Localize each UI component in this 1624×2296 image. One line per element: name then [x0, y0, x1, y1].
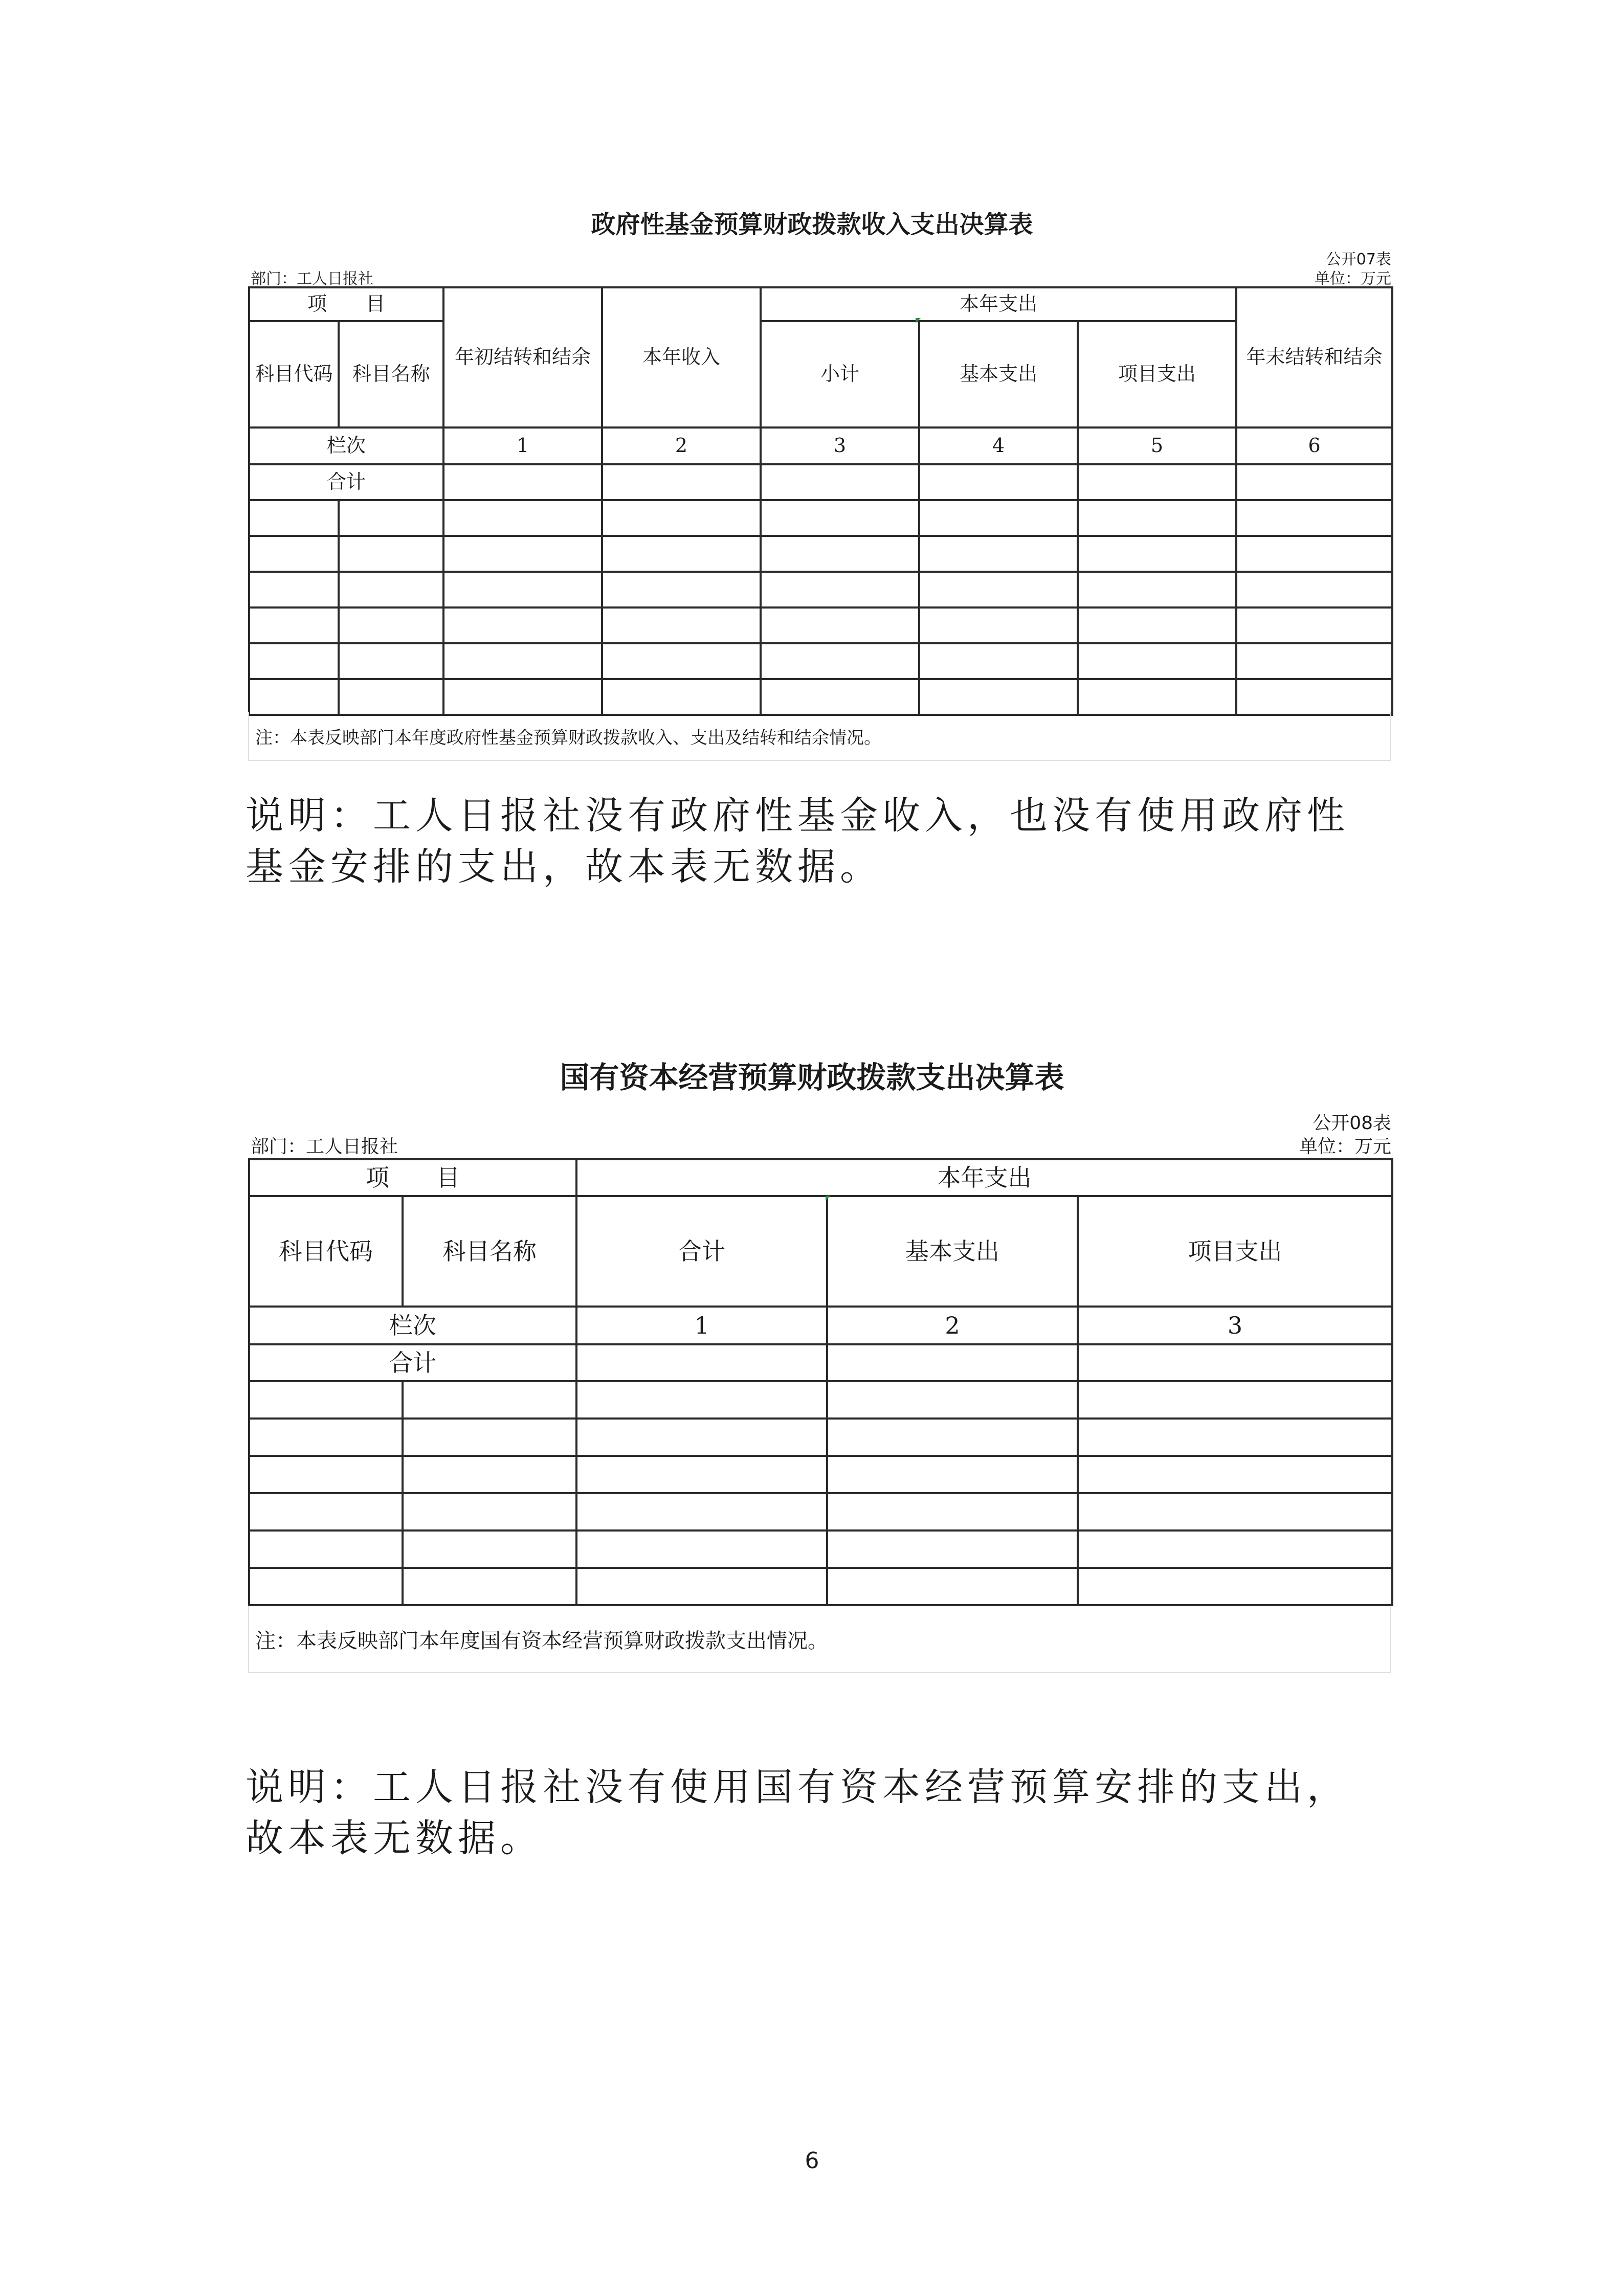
table2-header-expense-group: 本年支出: [576, 1159, 1392, 1196]
table1-column-number: 4: [919, 427, 1078, 464]
table2-title: 国有资本经营预算财政拨款支出决算表: [560, 1060, 1064, 1095]
explanation1: 说明：工人日报社没有政府性基金收入，也没有使用政府性基金安排的支出，故本表无数据。: [246, 794, 1349, 889]
table2-note: 注：本表反映部门本年度国有资本经营预算财政拨款支出情况。: [248, 1606, 1391, 1673]
table2-column-row-label: 栏次: [249, 1307, 576, 1344]
table-row: [249, 679, 1392, 715]
table1-header-subject-code: 科目代码: [249, 321, 339, 427]
table1-cell: [1236, 464, 1392, 500]
table1-column-number: 6: [1236, 427, 1392, 464]
table-row: [249, 643, 1392, 679]
table1-column-row-label: 栏次: [249, 427, 443, 464]
table1-note: 注：本表反映部门本年度政府性基金预算财政拨款收入、支出及结转和结余情况。: [248, 712, 1391, 761]
table1-header-item: 项 目: [249, 287, 443, 321]
table-row: [249, 500, 1392, 536]
table1-header-begin-balance: 年初结转和结余: [443, 287, 602, 427]
table2-cell: [1078, 1344, 1392, 1381]
table2-unit: 单位：万元: [1299, 1136, 1391, 1157]
table1-cell: [761, 464, 919, 500]
table1-code: 公开07表: [1325, 251, 1391, 268]
table1-title: 政府性基金预算财政拨款收入支出决算表: [591, 210, 1033, 239]
table2-header-item: 项 目: [249, 1159, 576, 1196]
table2-department: 部门：工人日报社: [251, 1136, 398, 1157]
table2-header-subject-code: 科目代码: [249, 1196, 403, 1307]
table2-cell: [827, 1344, 1078, 1381]
table-row: [249, 1530, 1392, 1568]
table1-cell: [602, 464, 761, 500]
table-row: [249, 536, 1392, 572]
table2-header-subject-name: 科目名称: [403, 1196, 576, 1307]
table1-grid: [248, 286, 1393, 716]
table2-cell: [576, 1344, 827, 1381]
table1-cell: [1078, 464, 1236, 500]
table1-cell: [443, 464, 602, 500]
table1-cell: [919, 464, 1078, 500]
table2-code: 公开08表: [1312, 1113, 1391, 1134]
table1-header-income: 本年收入: [602, 287, 761, 427]
table1-header-basic: 基本支出: [919, 321, 1078, 427]
page-number: 6: [805, 2148, 819, 2174]
table1-header-end-balance: 年末结转和结余: [1236, 287, 1392, 427]
table2-header-project: 项目支出: [1078, 1196, 1392, 1307]
table-row: [249, 1568, 1392, 1605]
table2-total-label: 合计: [249, 1344, 576, 1381]
table-row: [249, 572, 1392, 607]
table1-column-number: 1: [443, 427, 602, 464]
table1-header-subject-name: 科目名称: [339, 321, 443, 427]
table2-grid: [248, 1158, 1393, 1606]
table2-column-number: 2: [827, 1307, 1078, 1344]
explanation2: 说明：工人日报社没有使用国有资本经营预算安排的支出，故本表无数据。: [246, 1765, 1349, 1860]
table1-unit: 单位：万元: [1315, 270, 1391, 288]
table-row: [249, 1493, 1392, 1530]
table2-column-number: 1: [576, 1307, 827, 1344]
table-row: [249, 1456, 1392, 1493]
table1-total-label: 合计: [249, 464, 443, 500]
table2-header-total: 合计: [576, 1196, 827, 1307]
table1-department: 部门：工人日报社: [251, 270, 373, 288]
table1-header-project: 项目支出: [1078, 321, 1236, 427]
table1-header-expense-group: 本年支出: [761, 287, 1236, 321]
table-row: [249, 607, 1392, 643]
table-row: [249, 1381, 1392, 1419]
cell-comment-marker: [826, 1196, 831, 1201]
table-row: [249, 1419, 1392, 1456]
table1-column-number: 3: [761, 427, 919, 464]
table2-header-basic: 基本支出: [827, 1196, 1078, 1307]
table1-header-subtotal: 小计: [761, 321, 919, 427]
table1-column-number: 5: [1078, 427, 1236, 464]
table1-column-number: 2: [602, 427, 761, 464]
table2-column-number: 3: [1078, 1307, 1392, 1344]
cell-comment-marker: [916, 318, 921, 323]
